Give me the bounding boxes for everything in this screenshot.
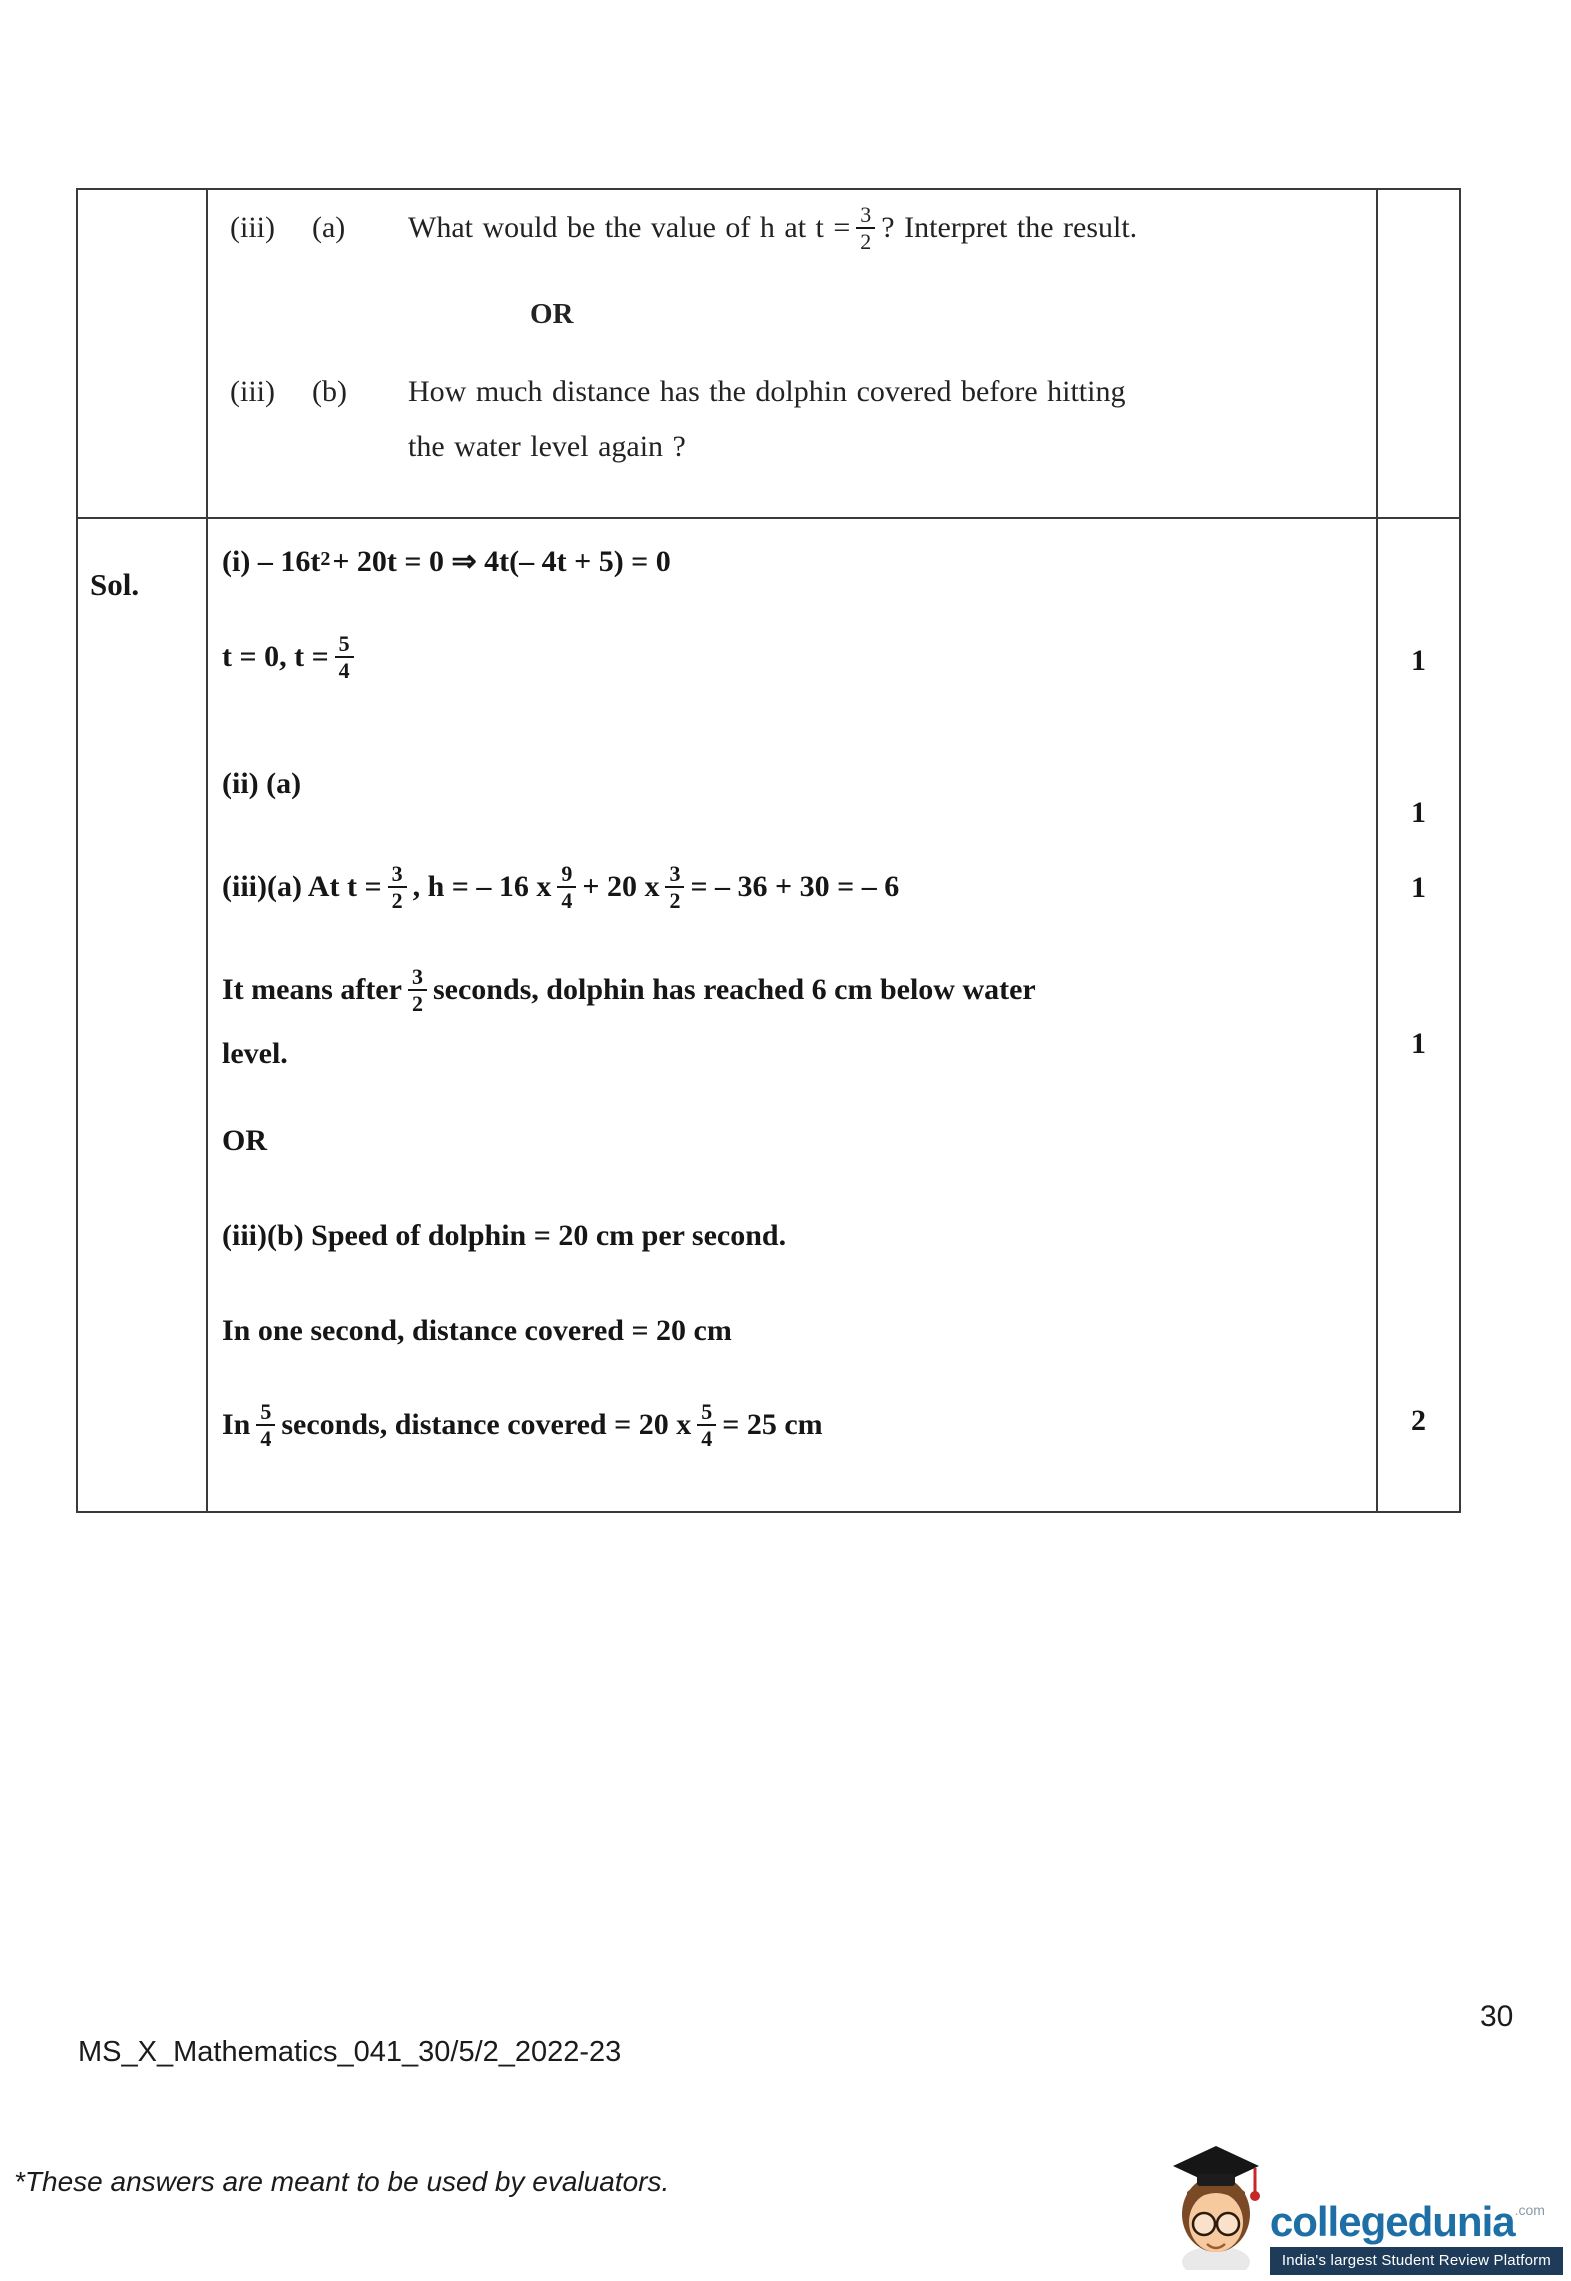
mark-value: 1: [1411, 1027, 1426, 1060]
solution-or-label: [222, 1124, 1368, 1158]
marking-scheme-table: [76, 188, 1461, 1513]
math-text: seconds, distance covered = 20 x: [281, 1408, 692, 1442]
math-text: = – 36 + 30 = – 6: [690, 870, 900, 904]
mark-value: 1: [1411, 644, 1426, 677]
math-text: It means after: [222, 973, 402, 1007]
mascot-icon: [1169, 2140, 1264, 2275]
evaluator-note: *These answers are meant to be used by evaluators.: [14, 2166, 670, 2197]
math-text: , h = – 16 x: [412, 870, 552, 904]
solution-line-2: [222, 631, 1368, 684]
question-text-before: What would be the value of h at t =: [408, 211, 851, 245]
solution-line-1: [222, 544, 1368, 579]
brand-wordmark: collegedunia: [1269, 2198, 1515, 2245]
math-text: + 20t = 0 ⇒ 4t(– 4t + 5) = 0: [332, 545, 671, 578]
solution-line-4: [222, 861, 1368, 914]
solution-line-3: [222, 767, 1368, 801]
math-text: (i) – 16t: [222, 544, 321, 578]
solution-line-7: [222, 1219, 1368, 1253]
math-text: = 25 cm: [722, 1408, 823, 1442]
page-number: 30: [1480, 2000, 1514, 2033]
math-text: (iii)(a) At t =: [222, 870, 382, 904]
fraction-9-4: $\frac{9}{4}$: [557, 861, 576, 914]
question-line-iii-a: [208, 202, 1370, 255]
question-line-iii-b: [208, 375, 1370, 409]
superscript: 2: [320, 548, 331, 570]
question-item-number: (iii): [230, 375, 275, 408]
brand-tagline: India's largest Student Review Platform: [1270, 2247, 1563, 2275]
math-text: t = 0, t =: [222, 640, 329, 674]
fraction-5-4: $\frac{5}{4}$: [697, 1399, 716, 1452]
fraction-3-2: $\frac{3}{2}$: [388, 861, 407, 914]
fraction-3-2: $\frac{3}{2}$: [408, 964, 427, 1017]
question-sub-part: (b): [312, 375, 347, 408]
question-row-marks-cell: [1378, 190, 1459, 519]
brand-text: [1269, 2198, 1563, 2275]
solution-line-9: [222, 1399, 1368, 1452]
solution-label-cell: [78, 519, 208, 1511]
mark-value: 1: [1411, 796, 1426, 829]
math-text: In: [222, 1408, 251, 1442]
question-row-left-cell: [78, 190, 208, 519]
math-text: level.: [222, 1037, 288, 1070]
collegedunia-logo: [1169, 2140, 1563, 2275]
fraction-5-4: $\frac{5}{4}$: [256, 1399, 275, 1452]
question-item-number: (iii): [230, 211, 275, 245]
document-code: MS_X_Mathematics_041_30/5/2_2022-23: [78, 2036, 622, 2068]
question-text-after: ? Interpret the result.: [881, 211, 1138, 245]
solution-label: Sol.: [90, 567, 140, 602]
question-or-label: OR: [530, 298, 574, 330]
math-text: + 20 x: [582, 870, 660, 904]
question-text-continuation: the water level again ?: [408, 430, 686, 463]
fraction-3-2: $\frac{3}{2}$: [856, 202, 875, 255]
fraction-5-4: $\frac{5}{4}$: [335, 631, 354, 684]
fraction-3-2: $\frac{3}{2}$: [665, 861, 684, 914]
solution-cell: [208, 519, 1378, 1511]
or-label: OR: [222, 1124, 267, 1157]
math-text: (ii) (a): [222, 767, 302, 800]
brand-wordmark-row: [1269, 2198, 1545, 2245]
solution-line-8: [222, 1314, 1368, 1348]
mark-value: 2: [1411, 1404, 1426, 1437]
question-line-iii-b-cont: [208, 430, 1370, 464]
solution-line-5: [222, 964, 1368, 1017]
mark-value: 1: [1411, 871, 1426, 904]
math-text: (iii)(b) Speed of dolphin = 20 cm per second.: [222, 1219, 787, 1252]
question-text: [408, 202, 1137, 255]
solution-line-5-cont: [222, 1037, 1368, 1071]
math-text: seconds, dolphin has reached 6 cm below water: [432, 973, 1036, 1007]
math-text: In one second, distance covered = 20 cm: [222, 1314, 732, 1347]
question-sub-part: (a): [312, 211, 346, 245]
marks-cell: [1378, 519, 1459, 1511]
question-text: How much distance has the dolphin covered before hitting: [408, 375, 1126, 408]
question-cell: [208, 190, 1378, 519]
brand-tld: .com: [1514, 2202, 1545, 2218]
